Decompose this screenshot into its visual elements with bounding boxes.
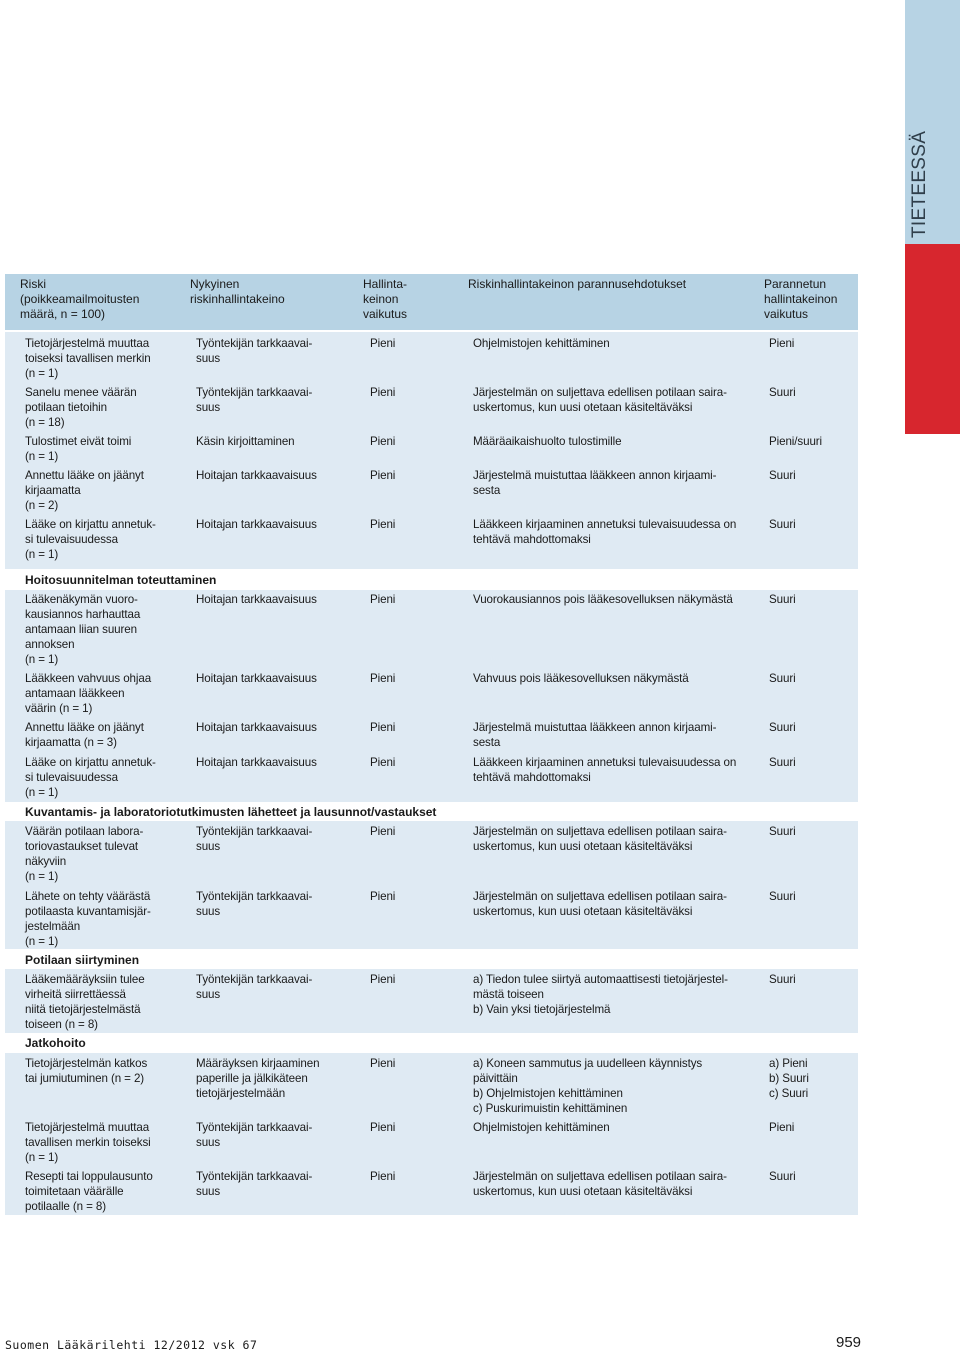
- cell-current-control: Käsin kirjoittaminen: [196, 435, 295, 448]
- cell-improvement: a) Tiedon tulee siirtyä automaattisesti tietojärjestel- mästä toiseen b) Vain yksi tietojärjestelmä: [473, 973, 728, 1016]
- cell-control-effect: Pieni: [370, 386, 396, 399]
- cell-risk: Tulostimet eivät toimi (n = 1): [25, 435, 132, 463]
- cell-improved-effect: Suuri: [769, 1170, 796, 1183]
- cell-improvement: Lääkkeen kirjaaminen annetuksi tulevaisuudessa on tehtävä mahdottomaksi: [473, 518, 737, 546]
- cell-risk: Tietojärjestelmän katkos tai jumiutuminen (n = 2): [25, 1057, 148, 1085]
- cell-control-effect: Pieni: [370, 1057, 396, 1070]
- section-label-text: TIETEESSÄ: [909, 130, 930, 238]
- cell-current-control: Työntekijän tarkkaavai- suus: [196, 1170, 313, 1198]
- cell-control-effect: Pieni: [370, 973, 396, 986]
- cell-current-control: Hoitajan tarkkaavaisuus: [196, 721, 317, 734]
- cell-improved-effect: a) Pieni b) Suuri c) Suuri: [769, 1057, 809, 1100]
- cell-risk: Lääkkeen vahvuus ohjaa antamaan lääkkeen väärin (n = 1): [25, 672, 152, 715]
- cell-control-effect: Pieni: [370, 435, 396, 448]
- page-number: 959: [836, 1334, 862, 1351]
- cell-current-control: Työntekijän tarkkaavai- suus: [196, 825, 313, 853]
- cell-improved-effect: Suuri: [769, 825, 796, 838]
- cell-improved-effect: Suuri: [769, 756, 796, 769]
- header-improved-effect: Parannetun hallintakeinon vaikutus: [764, 277, 838, 321]
- cell-improved-effect: Pieni: [769, 1121, 795, 1134]
- cell-current-control: Hoitajan tarkkaavaisuus: [196, 518, 317, 531]
- cell-improvement: Järjestelmä muistuttaa lääkkeen annon kirjaami- sesta: [473, 469, 717, 497]
- cell-risk: Lääkemääräyksiin tulee virheitä siirrettäessä niitä tietojärjestelmästä toiseen (n = 8): [25, 973, 145, 1031]
- cell-improvement: Järjestelmän on suljettava edellisen potilaan saira- uskertomus, kun uusi otetaan käsiteltäväksi: [473, 825, 727, 853]
- cell-improvement: Ohjelmistojen kehittäminen: [473, 337, 610, 350]
- cell-improvement: Määräaikaishuolto tulostimille: [473, 435, 622, 448]
- cell-improved-effect: Pieni: [769, 337, 795, 350]
- cell-current-control: Työntekijän tarkkaavai- suus: [196, 337, 313, 365]
- cell-current-control: Hoitajan tarkkaavaisuus: [196, 672, 317, 685]
- cell-risk: Annettu lääke on jäänyt kirjaamatta (n = 3): [25, 721, 144, 749]
- section-title: Jatkohoito: [25, 1036, 86, 1050]
- cell-improved-effect: Suuri: [769, 518, 796, 531]
- cell-improvement: Järjestelmä muistuttaa lääkkeen annon kirjaami- sesta: [473, 721, 717, 749]
- cell-current-control: Hoitajan tarkkaavaisuus: [196, 756, 317, 769]
- cell-current-control: Työntekijän tarkkaavai- suus: [196, 1121, 313, 1149]
- cell-control-effect: Pieni: [370, 1170, 396, 1183]
- header-risk: Riski (poikkeamailmoitusten määrä, n = 100): [20, 277, 140, 321]
- cell-control-effect: Pieni: [370, 672, 396, 685]
- cell-improved-effect: Suuri: [769, 386, 796, 399]
- cell-control-effect: Pieni: [370, 756, 396, 769]
- cell-risk: Sanelu menee väärän potilaan tietoihin (n = 18): [25, 386, 137, 429]
- cell-control-effect: Pieni: [370, 518, 396, 531]
- cell-risk: Tietojärjestelmä muuttaa tavallisen merkin toiseksi (n = 1): [25, 1121, 151, 1164]
- cell-control-effect: Pieni: [370, 721, 396, 734]
- risk-table: [5, 274, 858, 1213]
- cell-control-effect: Pieni: [370, 890, 396, 903]
- cell-improved-effect: Suuri: [769, 469, 796, 482]
- cell-current-control: Työntekijän tarkkaavai- suus: [196, 386, 313, 414]
- cell-control-effect: Pieni: [370, 337, 396, 350]
- cell-current-control: Työntekijän tarkkaavai- suus: [196, 890, 313, 918]
- cell-improvement: Lääkkeen kirjaaminen annetuksi tulevaisuudessa on tehtävä mahdottomaksi: [473, 756, 737, 784]
- side-band-red: [905, 244, 960, 434]
- cell-improved-effect: Suuri: [769, 973, 796, 986]
- section-title: Hoitosuunnitelman toteuttaminen: [25, 573, 217, 587]
- cell-risk: Lääke on kirjattu annetuk- si tulevaisuudessa (n = 1): [25, 518, 156, 561]
- cell-risk: Resepti tai loppulausunto toimitetaan väärälle potilaalle (n = 8): [25, 1170, 153, 1213]
- cell-improvement: Vuorokausiannos pois lääkesovelluksen näkymästä: [473, 593, 733, 606]
- cell-risk: Annettu lääke on jäänyt kirjaamatta (n = 2): [25, 469, 144, 512]
- cell-improvement: a) Koneen sammutus ja uudelleen käynnistys päivittäin b) Ohjelmistojen kehittäminen c) Puskurimuistin kehittäminen: [473, 1057, 703, 1115]
- section-title: Potilaan siirtyminen: [25, 953, 140, 967]
- cell-improvement: Vahvuus pois lääkesovelluksen näkymästä: [473, 672, 689, 685]
- cell-current-control: Työntekijän tarkkaavai- suus: [196, 973, 313, 1001]
- section-title: Kuvantamis- ja laboratoriotutkimusten lähetteet ja lausunnot/vastaukset: [25, 805, 437, 819]
- section-marker: [915, 245, 930, 260]
- cell-improvement: Järjestelmän on suljettava edellisen potilaan saira- uskertomus, kun uusi otetaan käsiteltäväksi: [473, 1170, 727, 1198]
- cell-improved-effect: Suuri: [769, 593, 796, 606]
- header-control-effect: Hallinta- keinon vaikutus: [363, 277, 408, 321]
- cell-current-control: Määräyksen kirjaaminen paperille ja jälkikäteen tietojärjestelmään: [196, 1057, 320, 1100]
- cell-control-effect: Pieni: [370, 825, 396, 838]
- cell-risk: Lääkenäkymän vuoro- kausiannos harhauttaa antamaan liian suuren annoksen (n = 1): [25, 593, 141, 666]
- cell-risk: Tietojärjestelmä muuttaa toiseksi tavallisen merkin (n = 1): [25, 337, 151, 380]
- cell-improved-effect: Suuri: [769, 672, 796, 685]
- header-current-control: Nykyinen riskinhallintakeino: [190, 277, 285, 306]
- cell-risk: Lääke on kirjattu annetuk- si tulevaisuudessa (n = 1): [25, 756, 156, 799]
- cell-improved-effect: Suuri: [769, 890, 796, 903]
- cell-control-effect: Pieni: [370, 469, 396, 482]
- cell-improvement: Järjestelmän on suljettava edellisen potilaan saira- uskertomus, kun uusi otetaan käsiteltäväksi: [473, 386, 727, 414]
- cell-improvement: Järjestelmän on suljettava edellisen potilaan saira- uskertomus, kun uusi otetaan käsiteltäväksi: [473, 890, 727, 918]
- cell-improved-effect: Suuri: [769, 721, 796, 734]
- cell-control-effect: Pieni: [370, 1121, 396, 1134]
- cell-improved-effect: Pieni/suuri: [769, 435, 823, 448]
- cell-risk: Lähete on tehty väärästä potilaasta kuvantamisjär- jestelmään (n = 1): [25, 890, 151, 948]
- cell-current-control: Hoitajan tarkkaavaisuus: [196, 593, 317, 606]
- header-improvements: Riskinhallintakeinon parannusehdotukset: [468, 277, 687, 291]
- table-header: [5, 274, 858, 330]
- cell-control-effect: Pieni: [370, 593, 396, 606]
- cell-current-control: Hoitajan tarkkaavaisuus: [196, 469, 317, 482]
- cell-improvement: Ohjelmistojen kehittäminen: [473, 1121, 610, 1134]
- journal-citation: Suomen Lääkärilehti 12/2012 vsk 67: [5, 1338, 258, 1351]
- cell-risk: Väärän potilaan labora- toriovastaukset tulevat näkyviin (n = 1): [25, 825, 144, 883]
